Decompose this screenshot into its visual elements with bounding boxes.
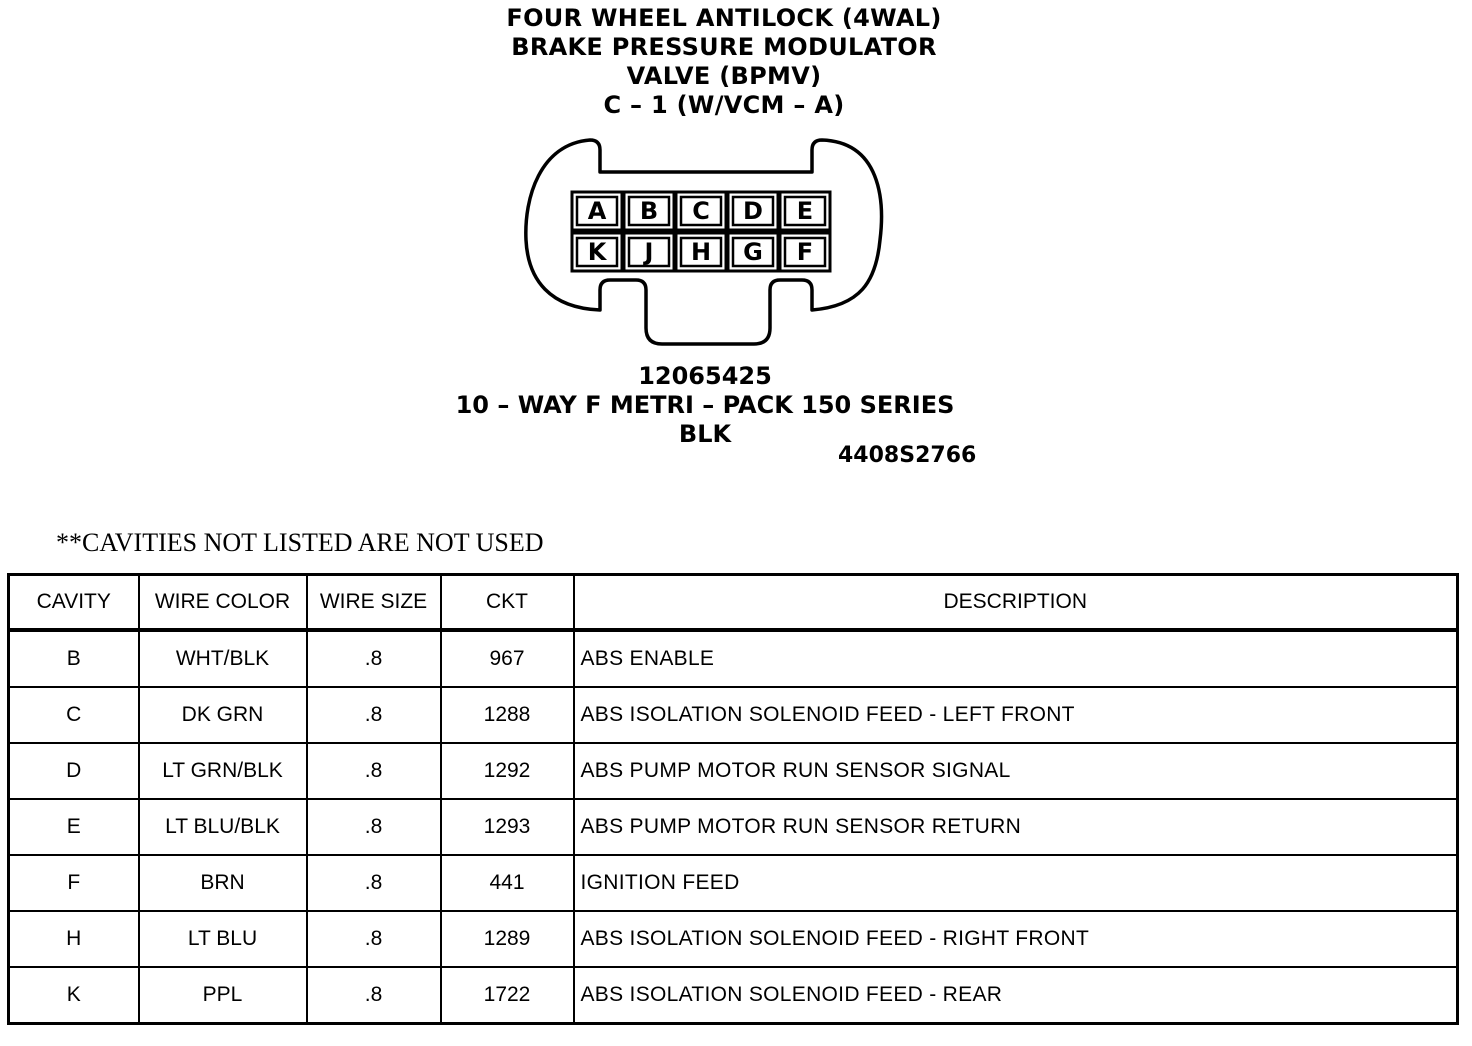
- header-ckt: CKT: [441, 575, 574, 631]
- pin-label: D: [743, 197, 763, 225]
- title-line-4: C – 1 (W/VCM – A): [603, 91, 845, 119]
- table-row: [9, 799, 1458, 855]
- table-row: [9, 630, 1458, 687]
- connector-title: [424, 4, 1024, 120]
- cell-cavity: B: [9, 630, 139, 687]
- table-row: [9, 911, 1458, 967]
- cell-wire-color: LT GRN/BLK: [139, 743, 307, 799]
- part-info: [405, 362, 1005, 449]
- cell-cavity: F: [9, 855, 139, 911]
- cell-description: ABS ENABLE: [574, 630, 1458, 687]
- cell-cavity: D: [9, 743, 139, 799]
- part-color: BLK: [678, 420, 732, 448]
- pin-label: E: [796, 197, 814, 225]
- cell-ckt: 1289: [441, 911, 574, 967]
- pin-cavity-d: [728, 192, 778, 230]
- table-row: [9, 855, 1458, 911]
- header-wire-color: WIRE COLOR: [139, 575, 307, 631]
- cell-wire-size: .8: [307, 855, 441, 911]
- header-cavity: CAVITY: [9, 575, 139, 631]
- cell-cavity: E: [9, 799, 139, 855]
- pin-cavity-e: [780, 192, 830, 230]
- cell-wire-color: WHT/BLK: [139, 630, 307, 687]
- cell-description: ABS ISOLATION SOLENOID FEED - RIGHT FRONT: [574, 911, 1458, 967]
- connector-pins-top-row: [572, 192, 830, 230]
- cell-wire-size: .8: [307, 687, 441, 743]
- pin-label: C: [692, 197, 710, 225]
- cell-wire-color: DK GRN: [139, 687, 307, 743]
- pin-label: F: [796, 238, 814, 266]
- pin-label: A: [587, 197, 607, 225]
- cell-ckt: 1292: [441, 743, 574, 799]
- pin-label: H: [690, 238, 712, 266]
- cell-ckt: 1722: [441, 967, 574, 1024]
- cell-wire-color: LT BLU/BLK: [139, 799, 307, 855]
- pin-label: J: [644, 238, 654, 266]
- table-row: [9, 743, 1458, 799]
- cell-cavity: C: [9, 687, 139, 743]
- cell-description: IGNITION FEED: [574, 855, 1458, 911]
- title-line-2: BRAKE PRESSURE MODULATOR: [511, 33, 937, 61]
- table-row: [9, 687, 1458, 743]
- pin-label: K: [587, 238, 607, 266]
- pin-cavity-f: [780, 233, 830, 271]
- cell-description: ABS ISOLATION SOLENOID FEED - LEFT FRONT: [574, 687, 1458, 743]
- cell-description: ABS PUMP MOTOR RUN SENSOR RETURN: [574, 799, 1458, 855]
- header-wire-size: WIRE SIZE: [307, 575, 441, 631]
- table-row: [9, 967, 1458, 1024]
- pin-label: G: [743, 238, 763, 266]
- connector-pins-bottom-row: [572, 233, 830, 271]
- connector-face-diagram: [500, 120, 900, 360]
- cell-wire-color: LT BLU: [139, 911, 307, 967]
- cell-ckt: 1288: [441, 687, 574, 743]
- cell-cavity: H: [9, 911, 139, 967]
- cell-wire-color: BRN: [139, 855, 307, 911]
- cell-wire-color: PPL: [139, 967, 307, 1024]
- part-description: 10 – WAY F METRI – PACK 150 SERIES: [455, 391, 955, 419]
- pin-cavity-b: [624, 192, 674, 230]
- cell-wire-size: .8: [307, 743, 441, 799]
- cell-wire-size: .8: [307, 799, 441, 855]
- cell-ckt: 1293: [441, 799, 574, 855]
- reference-code: 4408S2766: [838, 443, 977, 468]
- cell-wire-size: .8: [307, 911, 441, 967]
- pin-cavity-a: [572, 192, 622, 230]
- cavities-note: **CAVITIES NOT LISTED ARE NOT USED: [56, 528, 544, 557]
- pin-cavity-h: [676, 233, 726, 271]
- pin-cavity-c: [676, 192, 726, 230]
- cell-description: ABS PUMP MOTOR RUN SENSOR SIGNAL: [574, 743, 1458, 799]
- cell-wire-size: .8: [307, 967, 441, 1024]
- cell-cavity: K: [9, 967, 139, 1024]
- pin-cavity-j: [624, 233, 674, 271]
- title-line-3: VALVE (BPMV): [626, 62, 822, 90]
- cell-description: ABS ISOLATION SOLENOID FEED - REAR: [574, 967, 1458, 1024]
- cell-wire-size: .8: [307, 630, 441, 687]
- table-header-row: [9, 575, 1458, 631]
- title-line-1: FOUR WHEEL ANTILOCK (4WAL): [506, 4, 942, 32]
- pin-cavity-k: [572, 233, 622, 271]
- header-description: DESCRIPTION: [574, 575, 1458, 631]
- pin-label: B: [639, 197, 659, 225]
- cell-ckt: 441: [441, 855, 574, 911]
- pinout-table: [7, 573, 1459, 1025]
- pin-cavity-g: [728, 233, 778, 271]
- part-number: 12065425: [638, 362, 772, 390]
- cell-ckt: 967: [441, 630, 574, 687]
